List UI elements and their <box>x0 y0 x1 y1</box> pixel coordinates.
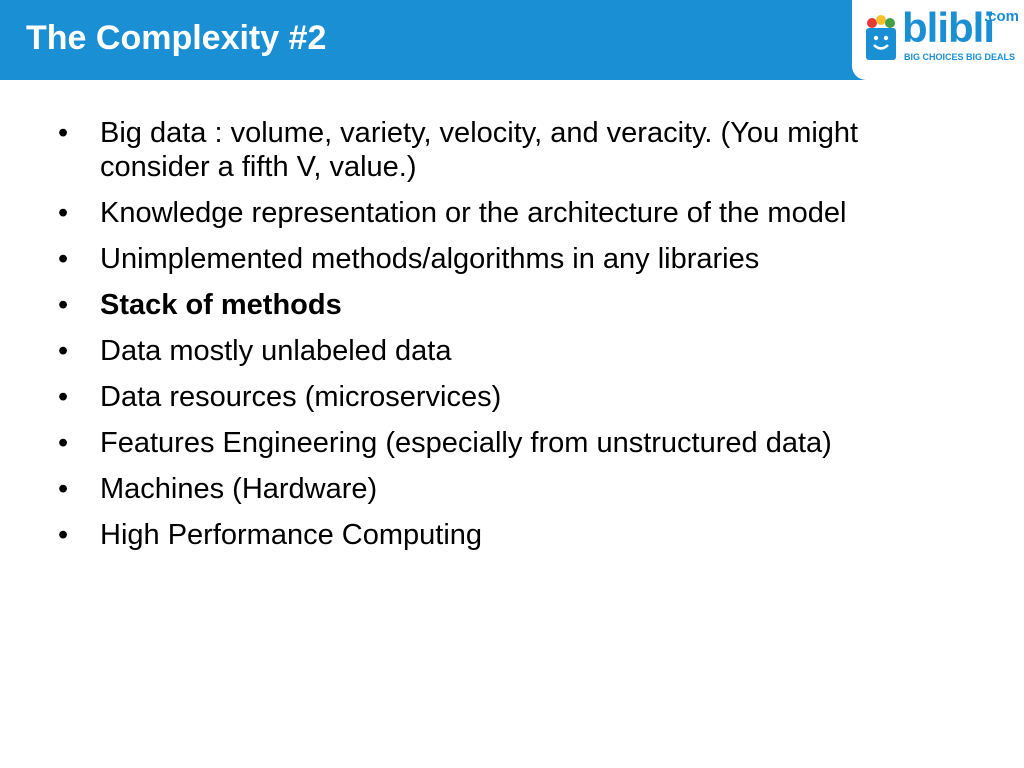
bullet-item <box>58 518 958 552</box>
bullet-item <box>58 472 958 506</box>
bullet-dot: • <box>58 519 69 551</box>
bullet-item <box>58 426 958 460</box>
bullet-dot: • <box>58 381 69 413</box>
bullet-dot: • <box>58 427 69 459</box>
bullet-dot: • <box>58 473 69 505</box>
logo-tagline: BIG CHOICES BIG DEALS <box>904 52 1016 62</box>
bullet-item <box>58 334 958 368</box>
bullet-item <box>58 242 958 276</box>
bullet-item <box>58 116 958 184</box>
title-bar <box>0 0 1024 80</box>
bullet-text: Big data : volume, variety, velocity, and veracity. (You might consider a fifth V, value.) <box>100 117 859 183</box>
bullet-item <box>58 380 958 414</box>
bullet-text: Data resources (microservices) <box>100 381 502 413</box>
bullet-item <box>58 196 958 230</box>
bullet-dot: • <box>58 243 69 275</box>
bullet-text: Machines (Hardware) <box>100 473 378 505</box>
bullet-text: Unimplemented methods/algorithms in any libraries <box>100 243 760 275</box>
bullet-dot: • <box>58 117 69 149</box>
blibli-logo <box>852 0 1024 80</box>
bullet-text: Knowledge representation or the architecture of the model <box>100 197 847 229</box>
bullet-text: Data mostly unlabeled data <box>100 335 452 367</box>
logo-domain-suffix: .com <box>984 8 1020 25</box>
bullet-dot: • <box>58 289 69 321</box>
shopping-bag-icon <box>864 14 898 62</box>
bullet-text: High Performance Computing <box>100 519 483 551</box>
bullet-dot: • <box>58 197 69 229</box>
slide-title: The Complexity #2 <box>26 19 327 57</box>
bullet-dot: • <box>58 335 69 367</box>
bullet-list <box>58 116 958 564</box>
bullet-text: Stack of methods <box>100 289 342 321</box>
bullet-item <box>58 288 958 322</box>
bullet-text: Features Engineering (especially from unstructured data) <box>100 427 832 459</box>
logo-wordmark: blibli <box>902 4 994 51</box>
